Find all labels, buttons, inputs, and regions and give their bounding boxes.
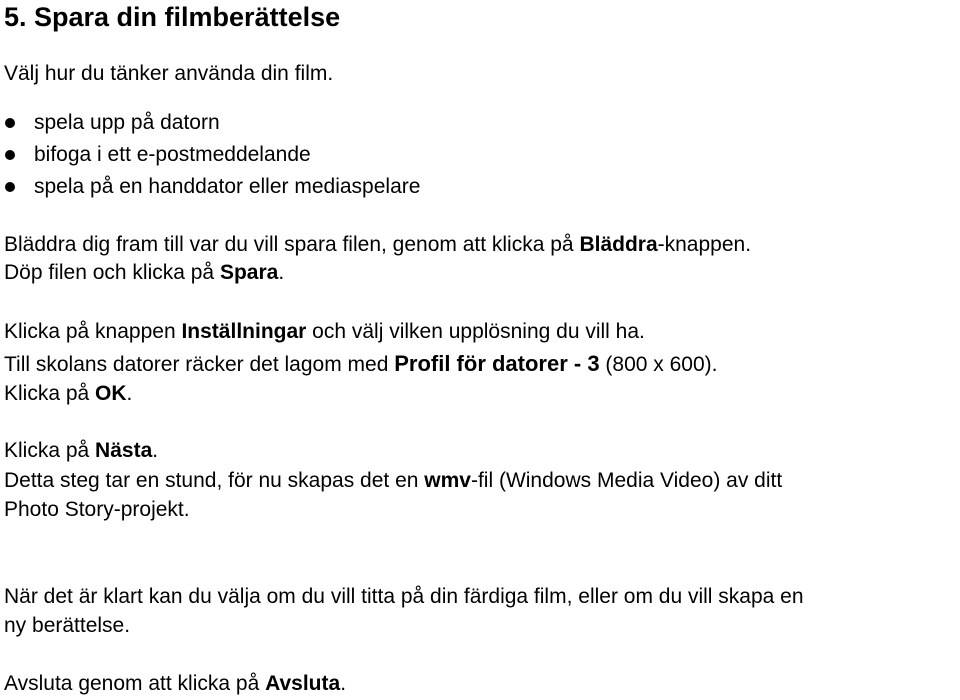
- save-instruction: [4, 259, 284, 287]
- next-button-ref: Nästa: [95, 439, 153, 462]
- settings-button-ref: Inställningar: [181, 320, 307, 343]
- text-segment: .: [126, 382, 133, 405]
- save-button-ref: Spara: [219, 261, 279, 284]
- settings-instruction: [4, 318, 645, 346]
- text-segment: Detta steg tar en stund, för nu skapas det en: [4, 469, 425, 492]
- exit-button-ref: Avsluta: [265, 672, 341, 695]
- profile-instruction: [4, 350, 717, 379]
- text-segment: Till skolans datorer räcker det lagom med: [4, 353, 395, 376]
- finish-text-continued: ny berättelse.: [4, 614, 131, 637]
- text-segment: Klicka på: [4, 382, 96, 405]
- list-item-label: spela på en handdator eller mediaspelare: [34, 175, 421, 198]
- profile-ref: Profil för datorer - 3: [394, 351, 600, 376]
- bullet-icon: [5, 182, 15, 192]
- bullet-icon: [5, 150, 15, 160]
- list-item-label: bifoga i ett e-postmeddelande: [34, 143, 311, 166]
- intro-text: Välj hur du tänker använda din film.: [4, 62, 334, 85]
- text-segment: .: [152, 439, 159, 462]
- page-title: 5. Spara din filmberättelse: [4, 2, 341, 32]
- text-segment: Klicka på: [4, 439, 96, 462]
- text-segment: Döp filen och klicka på: [4, 261, 220, 284]
- exit-instruction: [4, 670, 346, 698]
- text-segment: .: [278, 261, 285, 284]
- processing-text: [4, 467, 782, 495]
- text-segment: Avsluta genom att klicka på: [4, 672, 266, 695]
- processing-text-continued: Photo Story-projekt.: [4, 498, 190, 521]
- list-item-label: spela upp på datorn: [34, 111, 220, 134]
- bullet-icon: [5, 118, 15, 128]
- text-segment: .: [340, 672, 347, 695]
- browse-instruction: [4, 231, 751, 259]
- browse-button-ref: Bläddra: [579, 233, 658, 256]
- text-segment: Bläddra dig fram till var du vill spara filen, genom att klicka på: [4, 233, 580, 256]
- ok-button-ref: OK: [95, 382, 127, 405]
- text-segment: -knappen.: [657, 233, 752, 256]
- ok-instruction: [4, 380, 132, 408]
- wmv-ref: wmv: [424, 469, 471, 492]
- text-segment: -fil (Windows Media Video) av ditt: [470, 469, 783, 492]
- text-segment: Klicka på knappen: [4, 320, 182, 343]
- finish-text: När det är klart kan du välja om du vill titta på din färdiga film, eller om du vill skapa en: [4, 585, 804, 608]
- next-instruction: [4, 437, 158, 465]
- text-segment: och välj vilken upplösning du vill ha.: [306, 320, 645, 343]
- text-segment: (800 x 600).: [599, 353, 718, 376]
